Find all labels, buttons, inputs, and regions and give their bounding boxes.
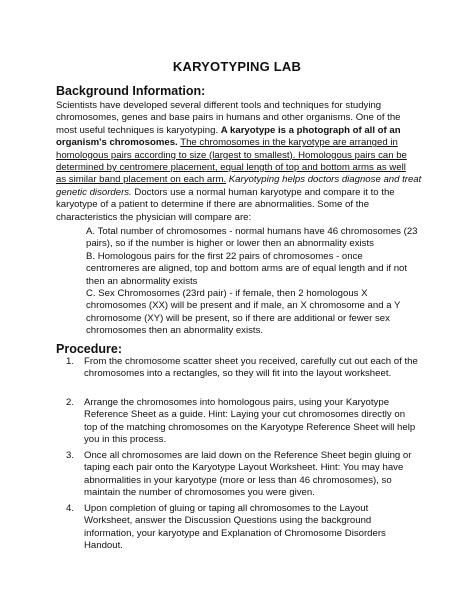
text-run: genetic disorders. <box>56 186 132 198</box>
step-line: information, your karyotype and Explanation of Chromosome Disorders <box>84 527 386 539</box>
step-line: Handout. <box>84 540 123 552</box>
criteria-line: A. Total number of chromosomes - normal humans have 46 chromosomes (23 <box>86 226 418 237</box>
criteria-line: C. Sex Chromosomes (23rd pair) - if female, then 2 homologous X <box>86 287 368 299</box>
criteria-line: chromosomes then an abnormality exists. <box>86 325 264 337</box>
text-run: homologous pairs according to size (largest to smallest). Homologous pairs can be <box>56 149 407 161</box>
text-run: karyotype of a patient to determine if there are abnormalities. Some of the <box>56 199 370 211</box>
text-run: Doctors use a normal human karyotype and compare it to the <box>131 186 395 198</box>
step-line: chromosomes into a rectangles, so they will fit into the layout worksheet. <box>84 368 392 380</box>
background-line <box>56 162 428 174</box>
comparison-criteria-list <box>86 226 434 338</box>
step-text <box>84 503 438 553</box>
background-line <box>56 212 428 224</box>
step-line: you in this process. <box>84 434 167 446</box>
text-run: most useful techniques is karyotyping. <box>56 124 221 136</box>
text-run: A karyotype is a photograph of all of an <box>220 124 401 136</box>
step-line: Upon completion of gluing or taping all chromosomes to the Layout <box>84 503 369 514</box>
criteria-line: chromosomes (XX) will be present and if male, an X chromosome and a Y <box>86 300 401 312</box>
step-number: 1. <box>66 356 75 367</box>
text-run: characteristics the physician will compare are: <box>56 211 252 223</box>
text-run: organism's chromosomes. <box>56 137 178 149</box>
step-line: Once all chromosomes are laid down on the Reference Sheet begin gluing or <box>84 450 412 461</box>
step-text <box>84 450 438 500</box>
step-line: maintain the number of chromosomes you were given. <box>84 487 315 499</box>
step-text <box>84 356 438 381</box>
step-line: Worksheet, answer the Discussion Questions using the background <box>84 515 372 527</box>
background-line <box>56 199 428 211</box>
background-line <box>56 100 428 112</box>
step-number: 2. <box>66 397 75 408</box>
text-run: chromosomes, genes and base pairs in humans and other organisms. One of the <box>56 112 401 124</box>
background-line <box>56 137 428 149</box>
step-line: taping each pair onto the Karyotype Layout Worksheet. Hint: You may have <box>84 462 404 474</box>
background-line <box>56 174 428 186</box>
procedure-heading: Procedure: <box>56 342 122 356</box>
background-line <box>56 187 428 199</box>
criteria-line: pairs), so if the number is higher or lower then an abnormality exists <box>86 238 374 250</box>
step-line: From the chromosome scatter sheet you received, carefully cut out each of the <box>84 356 418 367</box>
background-line <box>56 112 428 124</box>
text-run: determined by centromere placement, equal length of top and bottom arms as well <box>56 161 406 173</box>
criteria-line: centromeres are aligned, top and bottom arms are of equal length and if not <box>86 263 408 275</box>
step-number: 4. <box>66 503 75 514</box>
background-line <box>56 150 428 162</box>
step-text <box>84 397 438 447</box>
text-run: as similar band placement on each arm. <box>56 174 227 186</box>
background-line <box>56 125 428 137</box>
step-line: abnormalities in your karyotype (more or less than 46 chromosomes), so <box>84 474 392 486</box>
text-run: Scientists have developed several different tools and techniques for studying <box>56 100 382 111</box>
background-paragraph <box>56 100 428 224</box>
step-line: Arrange the chromosomes into homologous pairs, using your Karyotype <box>84 397 390 408</box>
background-heading: Background Information: <box>56 84 206 98</box>
criteria-line: then an abnormality exists <box>86 275 198 287</box>
step-line: Reference Sheet as a guide. Hint: Laying your cut chromosomes directly on <box>84 409 406 421</box>
text-run: The chromosomes in the karyotype are arranged in <box>180 137 398 149</box>
criteria-line: chromosome (XY) will be present, so if there are additional or fewer sex <box>86 312 390 324</box>
step-line: top of the matching chromosomes on the Karyotype Reference Sheet will help <box>84 421 416 433</box>
text-run: Karyotyping helps doctors diagnose and treat <box>228 174 422 186</box>
page-title: KARYOTYPING LAB <box>172 59 302 74</box>
criteria-line: B. Homologous pairs for the first 22 pairs of chromosomes - once <box>86 250 363 262</box>
step-number: 3. <box>66 450 75 461</box>
